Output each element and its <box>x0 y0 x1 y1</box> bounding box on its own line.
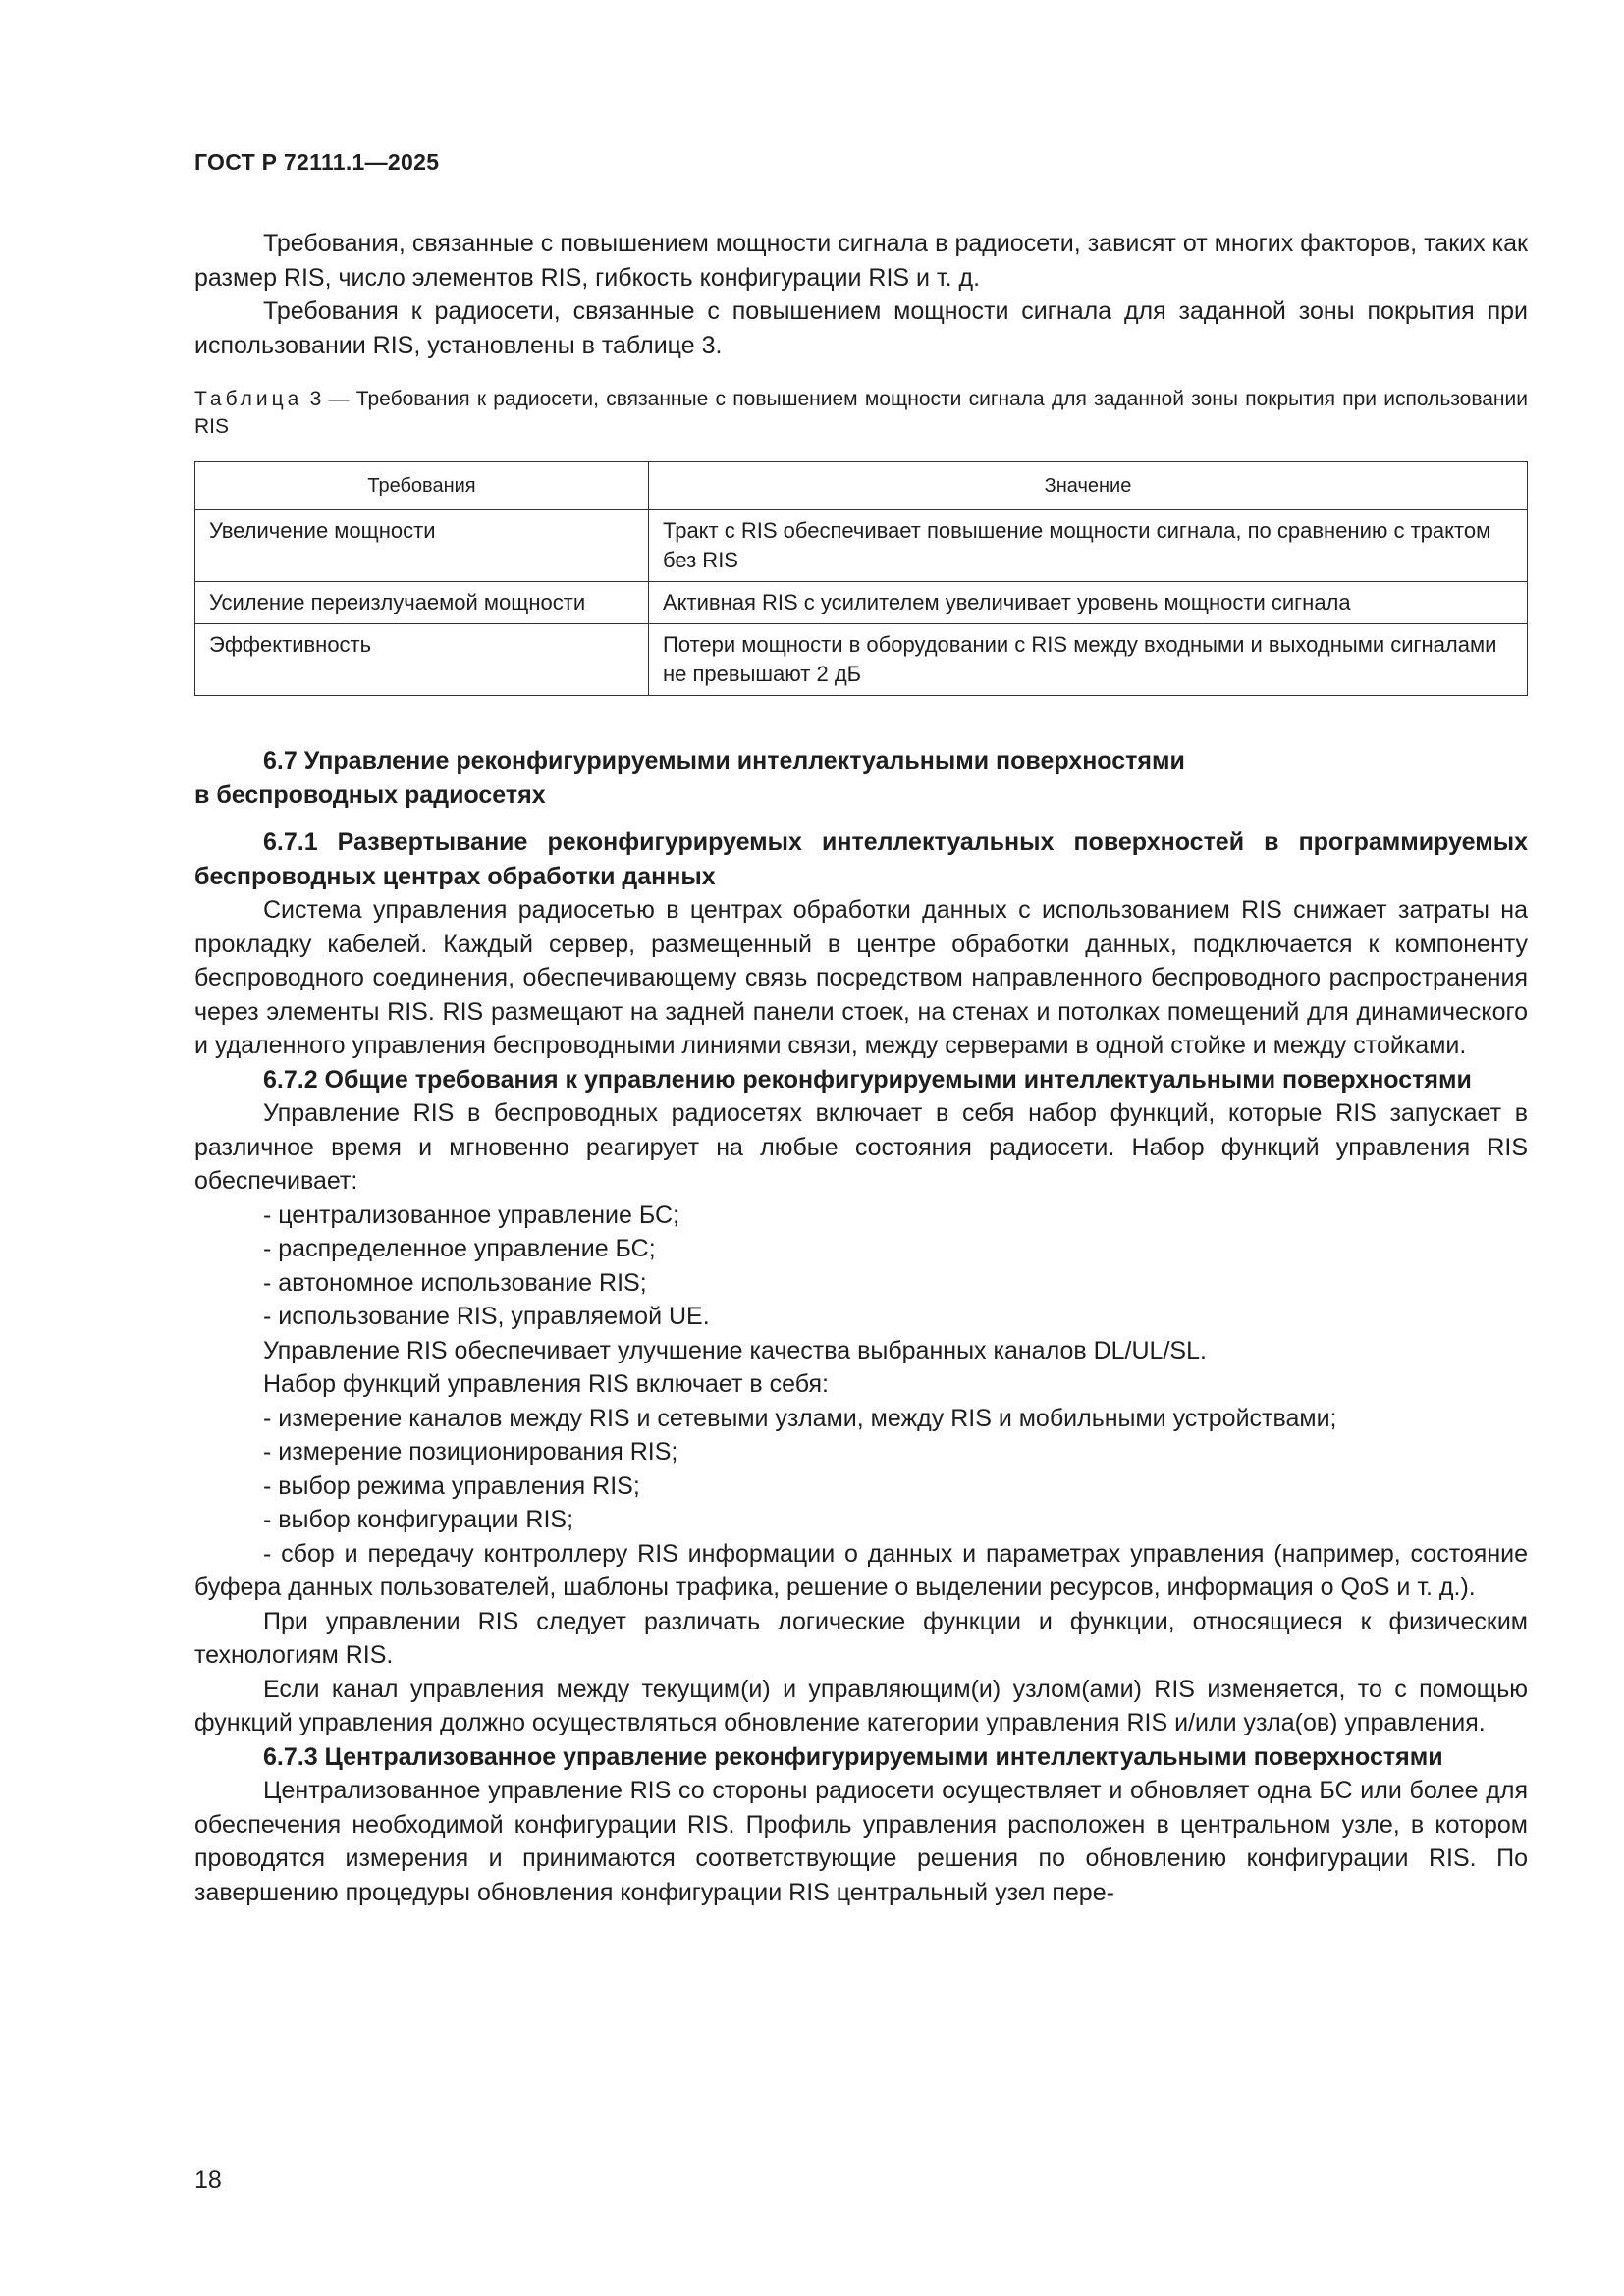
table-cell-value: Тракт с RIS обеспечивает повышение мощности сигнала, по сравнению с трактом без RIS <box>649 510 1528 582</box>
table-cell-value: Потери мощности в оборудовании с RIS между входными и выходными сигналами не превышают 2 дБ <box>649 624 1528 696</box>
list-item: - измерение позиционирования RIS; <box>263 1438 678 1466</box>
table-header-row <box>195 462 1528 510</box>
section-heading-6-7 <box>194 744 1528 812</box>
list-item: - выбор конфигурации RIS; <box>263 1506 574 1533</box>
section-heading-6-7-2: 6.7.2 Общие требования к управлению реконфигурируемыми интеллектуальными поверхностями <box>263 1065 1472 1094</box>
list-item: - автономное использование RIS; <box>263 1268 647 1297</box>
section-heading-6-7-3: 6.7.3 Централизованное управление реконфигурируемыми интеллектуальными поверхностями <box>263 1742 1443 1771</box>
section-6-7-2-text-2: Управление RIS обеспечивает улучшение качества выбранных каналов DL/UL/SL. <box>263 1336 1207 1364</box>
section-6-7-2-text-1: Управление RIS в беспроводных радиосетях включает в себя набор функций, которые RIS запускает в различное время и мгновенно реагирует на любые состояния радиосети. Набор функций управления RIS обеспечивает: <box>194 1099 1528 1195</box>
list-item: - использование RIS, управляемой UE. <box>263 1303 710 1330</box>
intro-block <box>194 227 1528 362</box>
table-row <box>195 510 1528 582</box>
table-row <box>195 582 1528 624</box>
table-cell-requirement: Эффективность <box>195 624 649 696</box>
section-6-7-2-text-3: Набор функций управления RIS включает в себя: <box>263 1370 829 1398</box>
table-caption-label: Таблица <box>194 388 303 410</box>
table-header-requirements: Требования <box>195 462 649 510</box>
section-heading-6-7-1: 6.7.1 Развертывание реконфигурируемых интеллектуальных поверхностей в программируемых беспроводных центрах обработки данных <box>194 828 1528 890</box>
section-6-7-2-text-4: При управлении RIS следует различать логические функции и функции, относящиеся к физическим технологиям RIS. <box>194 1607 1528 1669</box>
table-caption-text: 3 — Требования к радиосети, связанные с повышением мощности сигнала для заданной зоны покрытия при использовании RIS <box>194 388 1528 438</box>
table-caption <box>194 386 1528 441</box>
list-item: - выбор режима управления RIS; <box>263 1471 640 1500</box>
section-heading-6-7-line2: в беспроводных радиосетях <box>194 780 546 809</box>
section-heading-6-7-line1: 6.7 Управление реконфигурируемыми интеллектуальными поверхностями <box>263 747 1185 774</box>
main-content <box>194 744 1528 1909</box>
list-item: - централизованное управление БС; <box>263 1201 679 1229</box>
section-6-7-2-text-5: Если канал управления между текущим(и) и управляющим(и) узлом(ами) RIS изменяется, то с помощью функций управления должно осуществляться обновление категории управления RIS и/или узла(ов) управления. <box>194 1675 1528 1736</box>
intro-paragraph-2: Требования к радиосети, связанные с повышением мощности сигнала для заданной зоны покрытия при использовании RIS, установлены в таблице 3. <box>194 297 1528 359</box>
table-row <box>195 624 1528 696</box>
table-cell-requirement: Увеличение мощности <box>195 510 649 582</box>
list-item-wrapped: - сбор и передачу контроллеру RIS информации о данных и параметрах управления (например, состояние буфера данных пользователей, шаблоны трафика, решение о выделении ресурсов, информация о QoS и т. д.). <box>194 1539 1528 1601</box>
section-6-7-1-text: Система управления радиосетью в центрах обработки данных с использованием RIS снижает затраты на прокладку кабелей. Каждый сервер, размещенный в центре обработки данных, подключается к компоненту беспроводного соединения, обеспечивающему связь посредством направленного беспроводного распространения через элементы RIS. RIS размещают на задней панели стоек, на стенах и потолках помещений для динамического и удаленного управления беспроводными линиями связи, между серверами в одной стойке и между стойками. <box>194 896 1528 1059</box>
list-item: - распределенное управление БС; <box>263 1235 656 1262</box>
table-header-value: Значение <box>649 462 1528 510</box>
requirements-table <box>194 461 1528 696</box>
table-cell-requirement: Усиление переизлучаемой мощности <box>195 582 649 624</box>
list-item: - измерение каналов между RIS и сетевыми узлами, между RIS и мобильными устройствами; <box>263 1404 1337 1432</box>
page-number: 18 <box>194 2166 222 2194</box>
section-6-7-3-text: Централизованное управление RIS со стороны радиосети осуществляет и обновляет одна БС или более для обеспечения необходимой конфигурации RIS. Профиль управления расположен в центральном узле, в котором проводятся измерения и принимаются соответствующие решения по обновлению конфигурации RIS. По завершению процедуры обновления конфигурации RIS центральный узел пере- <box>194 1777 1528 1906</box>
document-code-header: ГОСТ Р 72111.1—2025 <box>194 149 440 175</box>
intro-paragraph-1: Требования, связанные с повышением мощности сигнала в радиосети, зависят от многих факторов, таких как размер RIS, число элементов RIS, гибкость конфигурации RIS и т. д. <box>194 230 1528 292</box>
table-cell-value: Активная RIS с усилителем увеличивает уровень мощности сигнала <box>649 582 1528 624</box>
